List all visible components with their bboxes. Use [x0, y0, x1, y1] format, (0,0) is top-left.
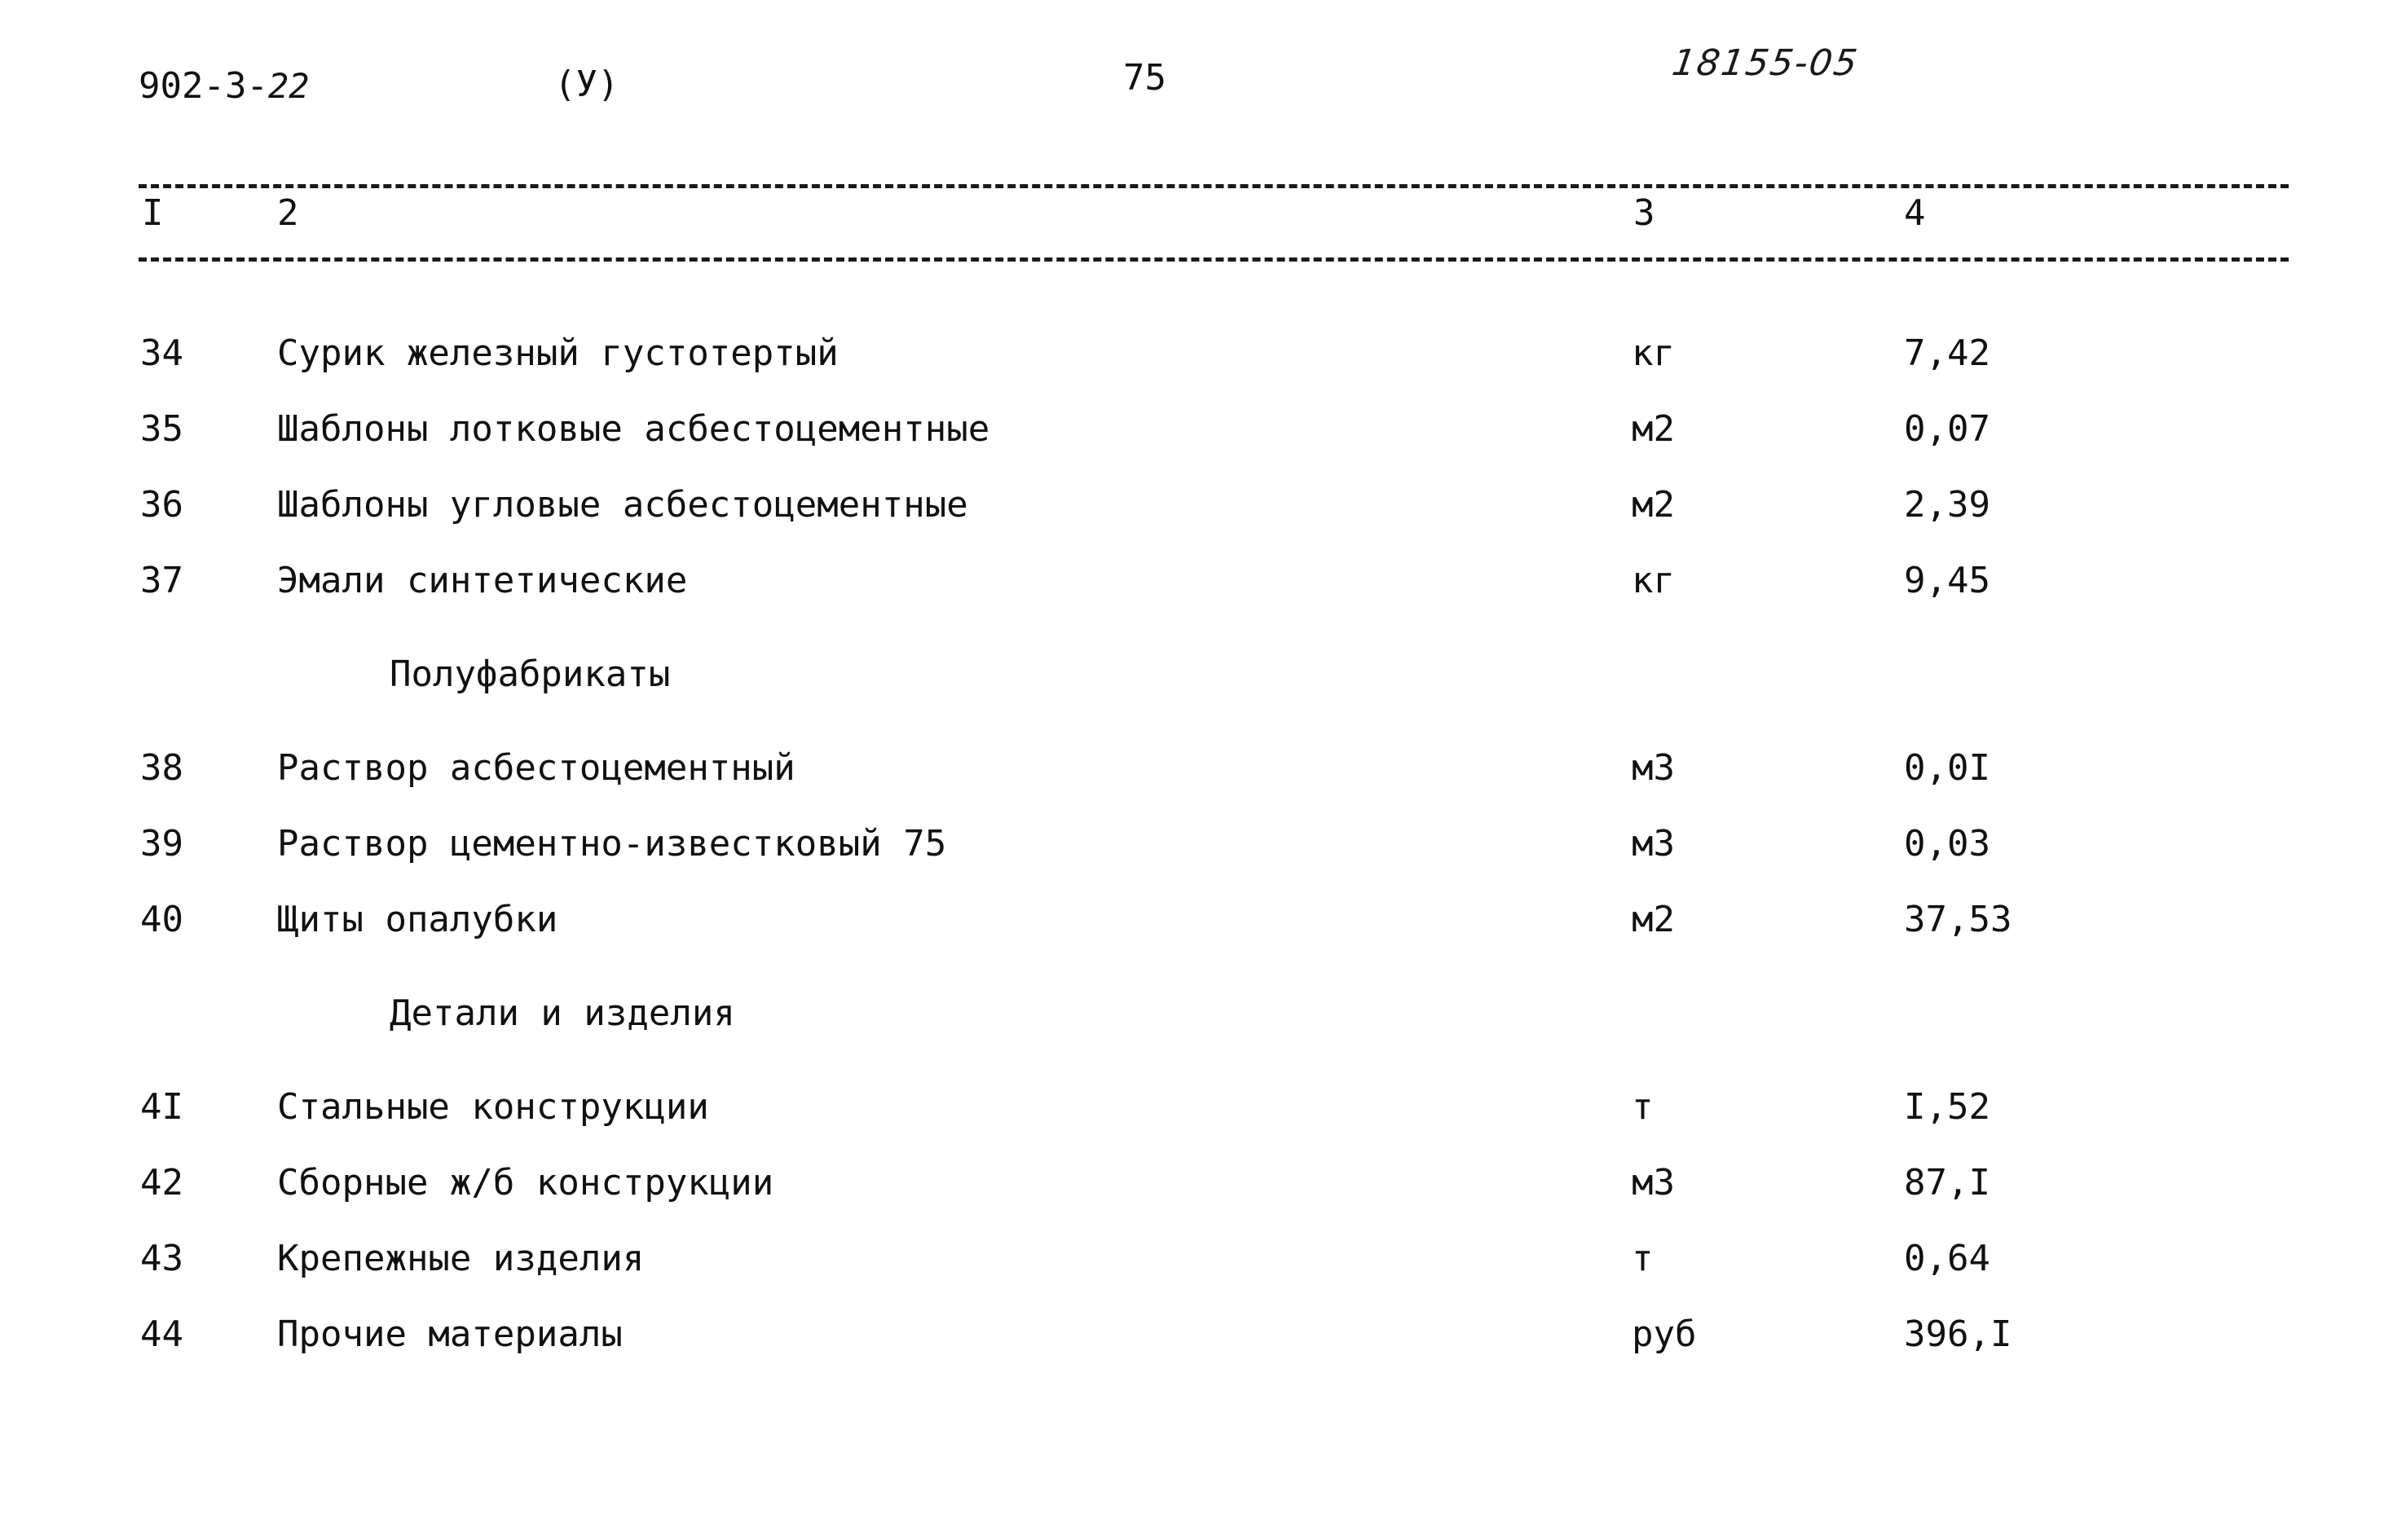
material-name: Раствор асбестоцементный: [277, 747, 795, 789]
quantity: 396,I: [1904, 1313, 2012, 1355]
table-row: [0, 897, 2406, 943]
row-number: 39: [140, 823, 183, 865]
table-row: [0, 407, 2406, 452]
unit: м2: [1632, 484, 1675, 526]
row-number: 36: [140, 484, 183, 526]
material-name: Крепежные изделия: [277, 1238, 645, 1279]
handwritten-code: 18155-05: [1669, 42, 1862, 84]
row-number: 34: [140, 332, 183, 374]
material-name: Прочие материалы: [277, 1313, 623, 1355]
material-name: Сурик железный густотертый: [277, 332, 839, 374]
quantity: 87,I: [1904, 1162, 1990, 1203]
column-number-3: 3: [1633, 192, 1655, 234]
row-number: 43: [140, 1238, 183, 1279]
row-number: 40: [140, 899, 183, 940]
row-number: 42: [140, 1162, 183, 1203]
table-row: [0, 558, 2406, 604]
table-rule-bottom: [139, 257, 2289, 262]
unit: м3: [1632, 747, 1675, 789]
quantity: 7,42: [1904, 332, 1990, 374]
column-number-2: 2: [277, 192, 299, 234]
unit: м3: [1632, 823, 1675, 865]
table-rule-top: [139, 184, 2289, 188]
section-heading-parts: Детали и изделия: [390, 992, 735, 1034]
row-number: 4I: [140, 1086, 183, 1128]
table-row: [0, 1312, 2406, 1357]
row-number: 37: [140, 560, 183, 601]
unit: т: [1632, 1086, 1654, 1128]
table-row: [0, 1236, 2406, 1282]
quantity: 37,53: [1904, 899, 2012, 940]
material-name: Сборные ж/б конструкции: [277, 1162, 774, 1203]
material-name: Эмали синтетические: [277, 560, 688, 601]
material-name: Шаблоны лотковые асбестоцементные: [277, 408, 990, 450]
quantity: 0,07: [1904, 408, 1990, 450]
section-heading-semifinished: Полуфабрикаты: [390, 653, 671, 695]
column-number-4: 4: [1904, 192, 1926, 234]
unit: кг: [1632, 332, 1675, 374]
quantity: 0,03: [1904, 823, 1990, 865]
row-number: 35: [140, 408, 183, 450]
row-number: 38: [140, 747, 183, 789]
row-number: 44: [140, 1313, 183, 1355]
material-name: Шаблоны угловые асбестоцементные: [277, 484, 968, 526]
quantity: 9,45: [1904, 560, 1990, 601]
page-number: 75: [1123, 57, 1166, 99]
material-name: Стальные конструкции: [277, 1086, 709, 1128]
document-code: [139, 65, 310, 107]
table-row: [0, 1085, 2406, 1130]
unit: кг: [1632, 560, 1675, 601]
document-code-main: 902-3-: [139, 65, 268, 107]
table-row: [0, 746, 2406, 791]
unit: руб: [1632, 1313, 1697, 1355]
table-row: [0, 482, 2406, 528]
quantity: 0,0I: [1904, 747, 1990, 789]
document-code-suffix: 22: [267, 66, 310, 106]
type-mark: (У): [554, 64, 619, 105]
unit: м2: [1632, 899, 1675, 940]
table-row: [0, 1160, 2406, 1206]
column-number-1: I: [142, 192, 164, 234]
table-row: [0, 331, 2406, 376]
unit: м2: [1632, 408, 1675, 450]
table-row: [0, 821, 2406, 867]
quantity: 0,64: [1904, 1238, 1990, 1279]
quantity: I,52: [1904, 1086, 1990, 1128]
unit: т: [1632, 1238, 1654, 1279]
quantity: 2,39: [1904, 484, 1990, 526]
material-name: Щиты опалубки: [277, 899, 558, 940]
material-name: Раствор цементно-известковый 75: [277, 823, 947, 865]
unit: м3: [1632, 1162, 1675, 1203]
